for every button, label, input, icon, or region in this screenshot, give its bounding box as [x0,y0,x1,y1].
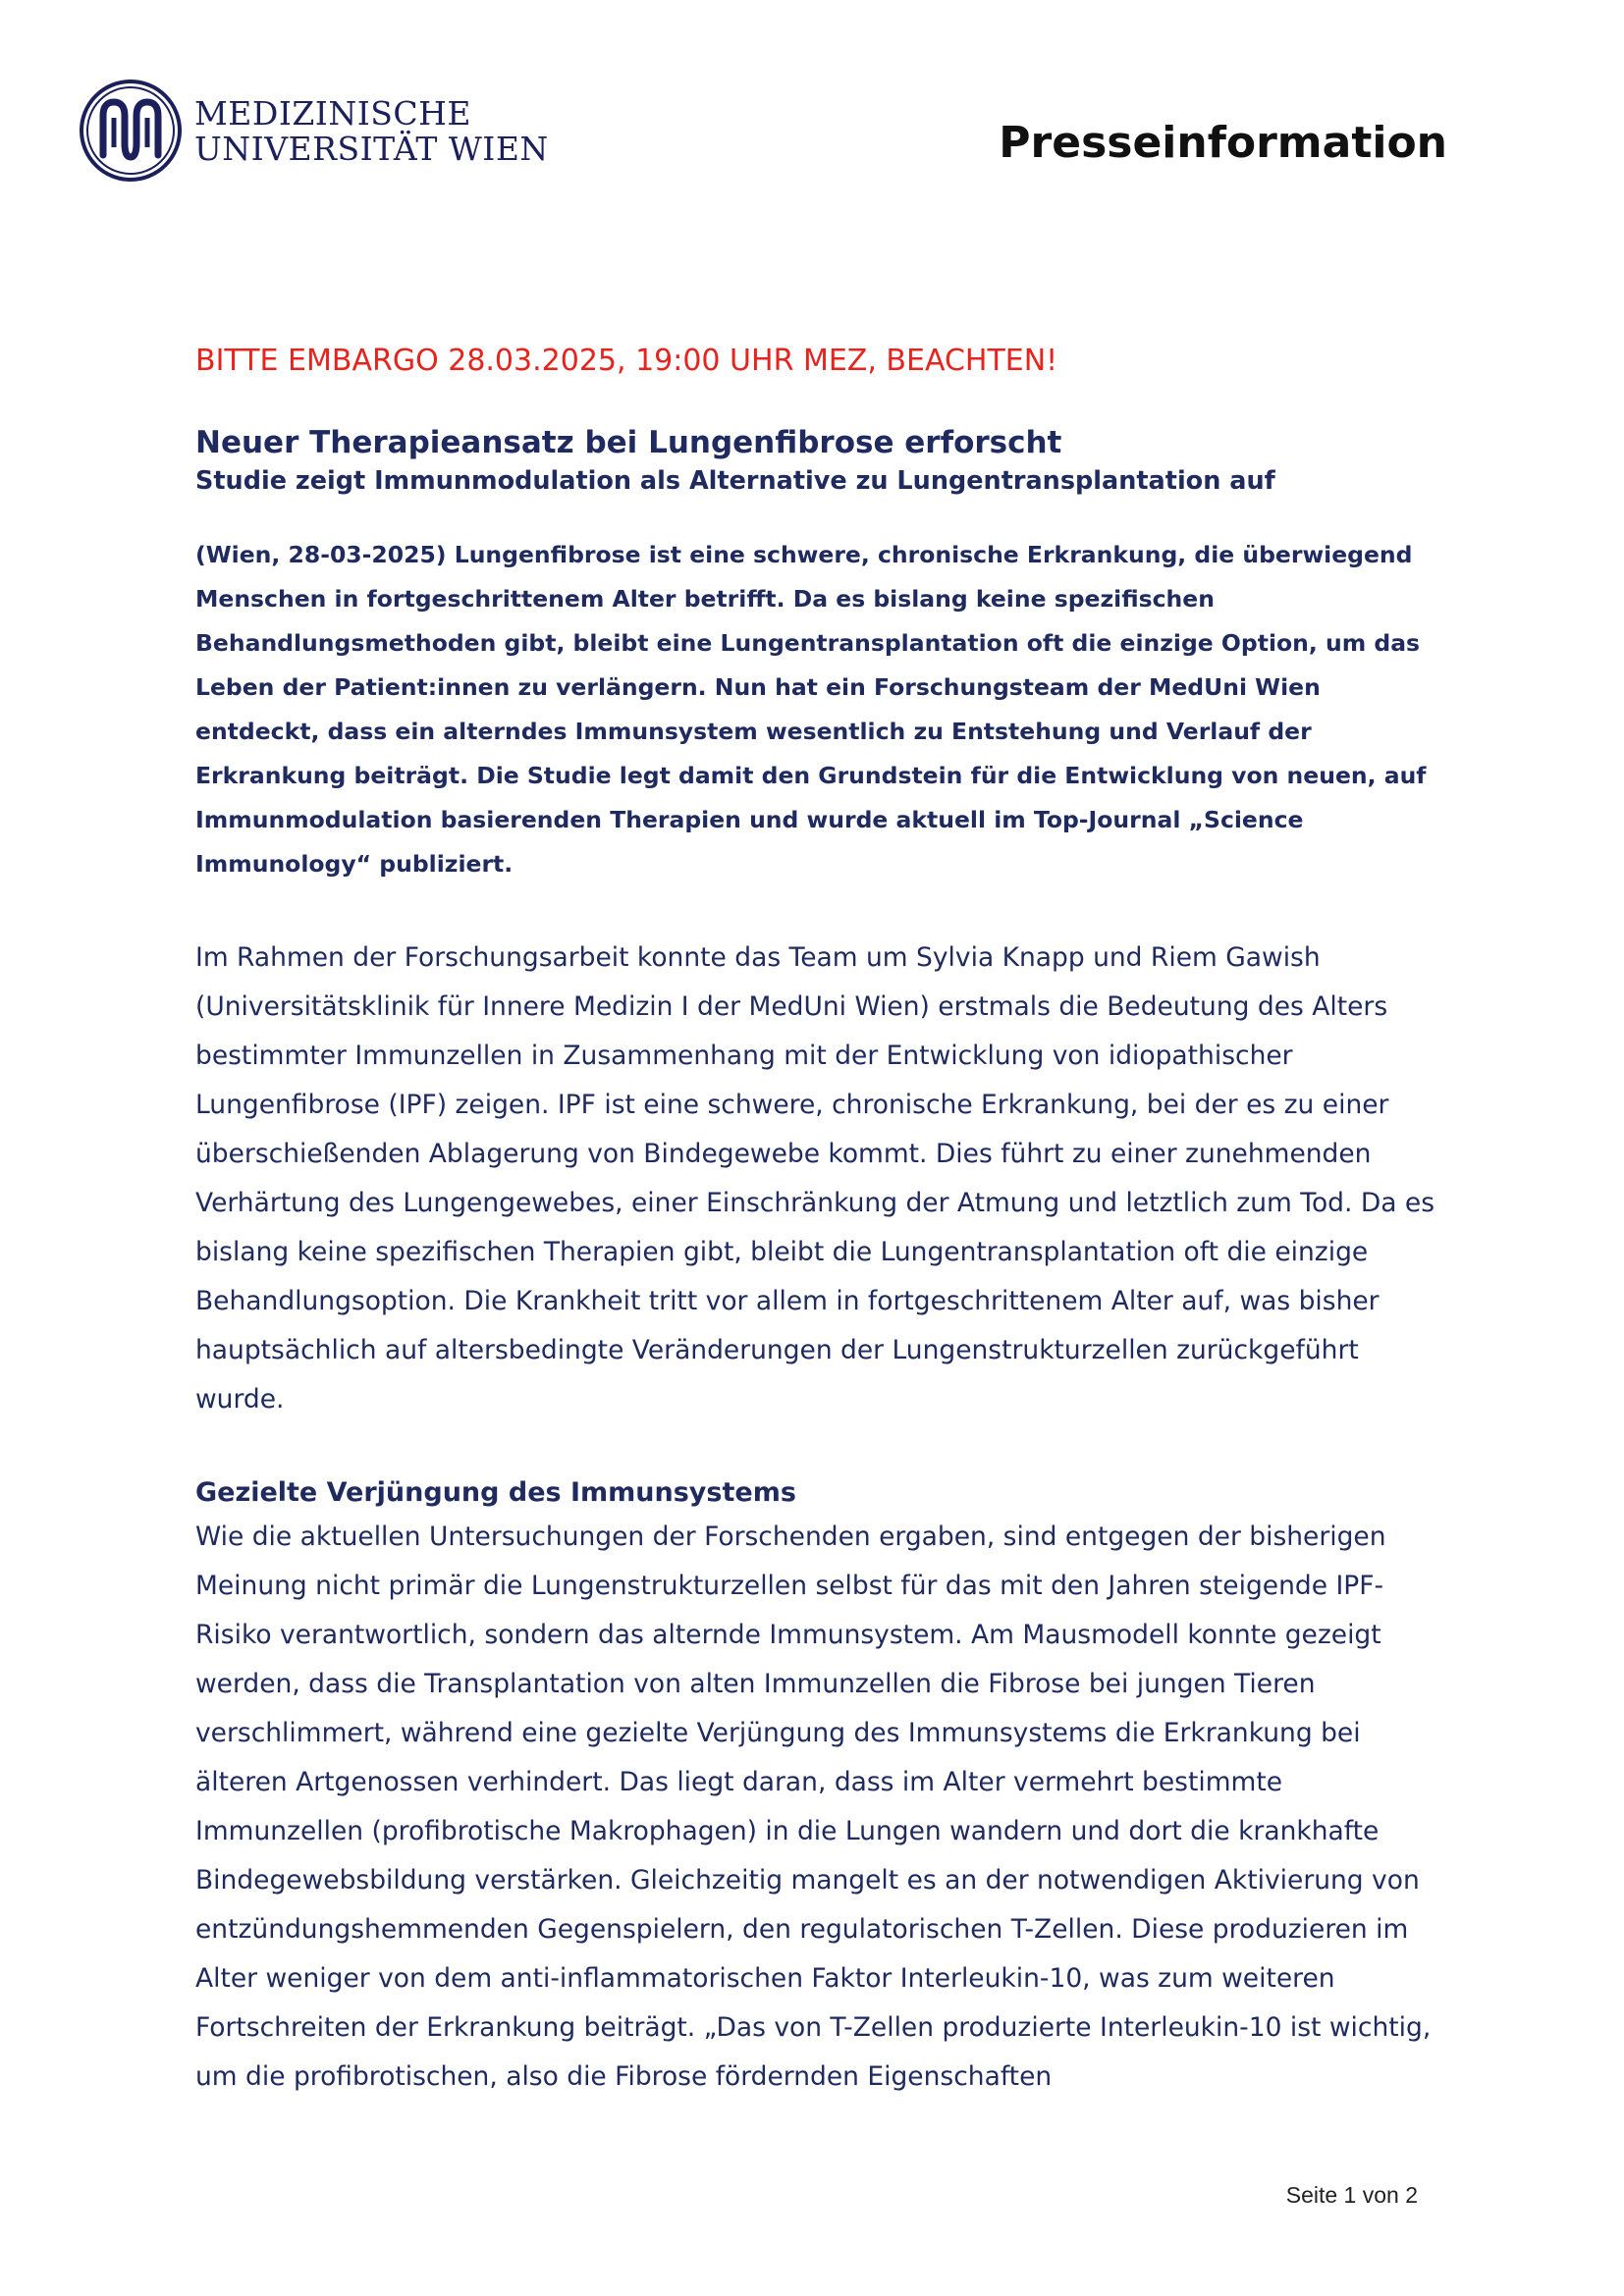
embargo-notice: BITTE EMBARGO 28.03.2025, 19:00 UHR MEZ, BEACHTEN! [195,344,1058,378]
article-title: Neuer Therapieansatz bei Lungenfibrose erforscht [195,425,1062,460]
body-paragraph-2: Wie die aktuellen Untersuchungen der Forschenden ergaben, sind entgegen der bisherigen Meinung nicht primär die Lungenstrukturzellen selbst für das mit den Jahren steigende IPF-Risiko verantwortlich, sondern das alternde Immunsystem. Am Mausmodell konnte gezeigt werden, dass die Transplantation von alten Immunzellen die Fibrose bei jungen Tieren verschlimmert, während eine gezielte Verjüngung des Immunsystems die Erkrankung bei älteren Artgenossen verhindert. Das liegt daran, dass im Alter vermehrt bestimmte Immunzellen (profibrotische Makrophagen) in die Lungen wandern und dort die krankhafte Bindegewebsbildung verstärken. Gleichzeitig mangelt es an der notwendigen Aktivierung von entzündungshemmenden Gegenspielern, den regulatorischen T-Zellen. Diese produzieren im Alter weniger von dem anti-inflammatorischen Faktor Interleukin-10, was zum weiteren Fortschreiten der Erkrankung beiträgt. „Das von T-Zellen produzierte Interleukin-10 ist wichtig, um die profibrotischen, also die Fibrose fördernden Eigenschaften [195,1522,1432,2092]
page-number: Seite 1 von 2 [1285,2182,1418,2208]
university-logo [79,79,549,185]
article-subtitle: Studie zeigt Immunmodulation als Alternative zu Lungentransplantation auf [195,466,1275,496]
logo-line-1: MEDIZINISCHE [194,94,471,133]
logo-wordmark [194,96,549,167]
document-type-heading: Presseinformation [999,118,1447,168]
lead-paragraph: (Wien, 28-03-2025) Lungenfibrose ist eine schwere, chronische Erkrankung, die überwiegend Menschen in fortgeschrittenem Alter betrifft. Da es bislang keine spezifischen Behandlungsmethoden gibt, bleibt eine Lungentransplantation oft die einzige Option, um das Leben der Patient:innen zu verlängern. Nun hat ein Forschungsteam der MedUni Wien entdeckt, dass ein alterndes Immunsystem wesentlich zu Entstehung und Verlauf der Erkrankung beiträgt. Die Studie legt damit den Grundstein für die Entwicklung von neuen, auf Immunmodulation basierenden Therapien und wurde aktuell im Top-Journal „Science Immunology“ publiziert. [195,541,1427,878]
meduni-logo-icon [79,79,183,183]
logo-line-2: UNIVERSITÄT WIEN [194,130,549,168]
section-heading: Gezielte Verjüngung des Immunsystems [195,1477,796,1508]
body-paragraph-1: Im Rahmen der Forschungsarbeit konnte das Team um Sylvia Knapp und Riem Gawish (Universitätsklinik für Innere Medizin I der MedUni Wien) erstmals die Bedeutung des Alters bestimmter Immunzellen in Zusammenhang mit der Entwicklung von idiopathischer Lungenfibrose (IPF) zeigen. IPF ist eine schwere, chronische Erkrankung, bei der es zu einer überschießenden Ablagerung von Bindegewebe kommt. Dies führt zu einer zunehmenden Verhärtung des Lungengewebes, einer Einschränkung der Atmung und letztlich zum Tod. Da es bislang keine spezifischen Therapien gibt, bleibt die Lungentransplantation oft die einzige Behandlungsoption. Die Krankheit tritt vor allem in fortgeschrittenem Alter auf, was bisher hauptsächlich auf altersbedingte Veränderungen der Lungenstrukturzellen zurückgeführt wurde. [195,942,1435,1415]
press-release-body [195,344,1452,2102]
